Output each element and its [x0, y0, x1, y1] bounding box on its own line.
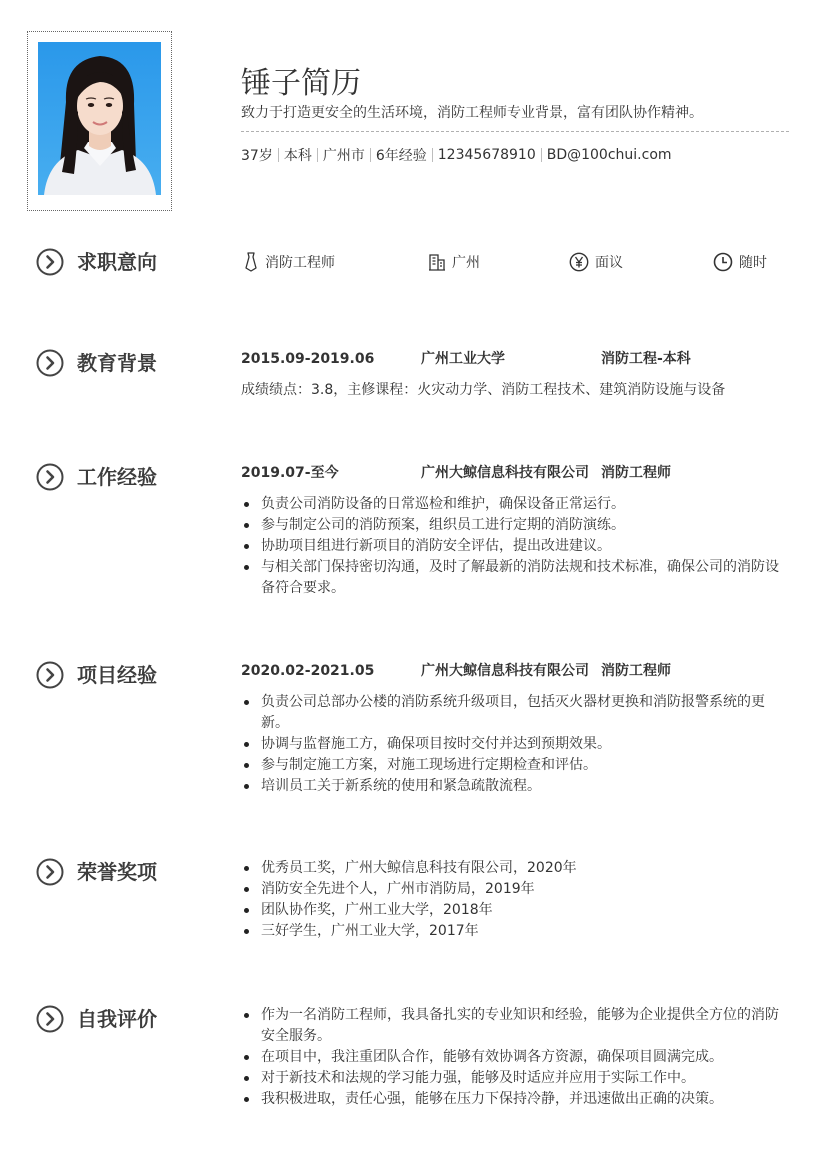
list-item: 对于新技术和法规的学习能力强，能够及时适应并应用于实际工作中。: [241, 1068, 791, 1089]
info-separator: [541, 148, 542, 162]
chevron-right-icon: [36, 248, 64, 276]
intent-city: [428, 251, 480, 273]
list-item: 在项目中，我注重团队合作，能够有效协调各方资源，确保项目圆满完成。: [241, 1047, 791, 1068]
project-role: 消防工程师: [601, 663, 671, 679]
section-honors-heading: [36, 858, 157, 886]
section-work-heading: [36, 463, 157, 491]
list-item: 参与制定公司的消防预案，组织员工进行定期的消防演练。: [241, 515, 791, 536]
chevron-right-icon: [36, 349, 64, 377]
section-title: 教育背景: [77, 351, 157, 375]
intent-position: [243, 251, 335, 273]
intent-city-label: 广州: [452, 255, 480, 271]
list-item: 消防安全先进个人，广州市消防局，2019年: [241, 879, 791, 900]
info-phone: 12345678910: [437, 147, 536, 163]
info-city: 广州市: [322, 148, 365, 164]
list-item: 优秀员工奖，广州大鲸信息科技有限公司，2020年: [241, 858, 791, 879]
section-title: 求职意向: [77, 250, 157, 274]
info-experience: 6年经验: [375, 148, 427, 164]
work-role: 消防工程师: [601, 465, 671, 481]
list-item: 协助项目组进行新项目的消防安全评估，提出改进建议。: [241, 536, 791, 557]
work-period: 2019.07-至今: [241, 465, 339, 481]
education-period: 2015.09-2019.06: [241, 351, 375, 367]
list-item: 作为一名消防工程师，我具备扎实的专业知识和经验，能够为企业提供全方位的消防安全服务。: [241, 1005, 791, 1047]
section-title: 荣誉奖项: [77, 860, 157, 884]
clock-icon: [713, 252, 733, 272]
info-separator: [317, 148, 318, 162]
list-item: 培训员工关于新系统的使用和紧急疏散流程。: [241, 776, 791, 797]
list-item: 团队协作奖，广州工业大学，2018年: [241, 900, 791, 921]
list-item: 三好学生，广州工业大学，2017年: [241, 921, 791, 942]
intent-salary: [569, 251, 623, 273]
chevron-right-icon: [36, 1005, 64, 1033]
header-divider: [241, 131, 789, 132]
personal-info-row: [241, 145, 672, 165]
info-separator: [432, 148, 433, 162]
work-company: 广州大鲸信息科技有限公司: [421, 465, 589, 481]
intent-salary-label: 面议: [595, 255, 623, 271]
project-period: 2020.02-2021.05: [241, 663, 375, 679]
building-icon: [428, 253, 446, 271]
chevron-right-icon: [36, 463, 64, 491]
list-item: 与相关部门保持密切沟通，及时了解最新的消防法规和技术标准，确保公司的消防设备符合要求。: [241, 557, 791, 599]
education-school: 广州工业大学: [421, 351, 505, 367]
section-title: 项目经验: [77, 663, 157, 687]
intent-availability-label: 随时: [739, 255, 767, 271]
info-email: BD@100chui.com: [546, 147, 672, 163]
project-bullets: [241, 692, 791, 797]
intent-availability: [713, 251, 767, 273]
intent-position-label: 消防工程师: [265, 255, 335, 271]
education-major: 消防工程-本科: [601, 351, 691, 367]
tie-icon: [243, 252, 259, 272]
info-age: 37岁: [241, 148, 273, 164]
section-title: 自我评价: [77, 1007, 157, 1031]
section-project-heading: [36, 661, 157, 689]
yen-icon: [569, 252, 589, 272]
info-separator: [278, 148, 279, 162]
list-item: 负责公司总部办公楼的消防系统升级项目，包括灭火器材更换和消防报警系统的更新。: [241, 692, 791, 734]
profile-photo: [38, 42, 161, 195]
self-eval-bullets: [241, 1005, 791, 1110]
list-item: 协调与监督施工方，确保项目按时交付并达到预期效果。: [241, 734, 791, 755]
chevron-right-icon: [36, 661, 64, 689]
honors-bullets: [241, 858, 791, 942]
info-separator: [370, 148, 371, 162]
list-item: 负责公司消防设备的日常巡检和维护，确保设备正常运行。: [241, 494, 791, 515]
project-company: 广州大鲸信息科技有限公司: [421, 663, 589, 679]
section-intent-heading: [36, 248, 157, 276]
education-detail: 成绩绩点：3.8，主修课程：火灾动力学、消防工程技术、建筑消防设施与设备: [241, 382, 726, 398]
section-self-heading: [36, 1005, 157, 1033]
chevron-right-icon: [36, 858, 64, 886]
list-item: 我积极进取，责任心强，能够在压力下保持冷静，并迅速做出正确的决策。: [241, 1089, 791, 1110]
info-degree: 本科: [283, 148, 312, 164]
section-education-heading: [36, 349, 157, 377]
list-item: 参与制定施工方案，对施工现场进行定期检查和评估。: [241, 755, 791, 776]
tagline: 致力于打造更安全的生活环境，消防工程师专业背景，富有团队协作精神。: [241, 105, 703, 121]
resume-name: 锤子简历: [241, 66, 361, 101]
work-bullets: [241, 494, 791, 599]
section-title: 工作经验: [77, 465, 157, 489]
photo-frame: [27, 31, 172, 211]
